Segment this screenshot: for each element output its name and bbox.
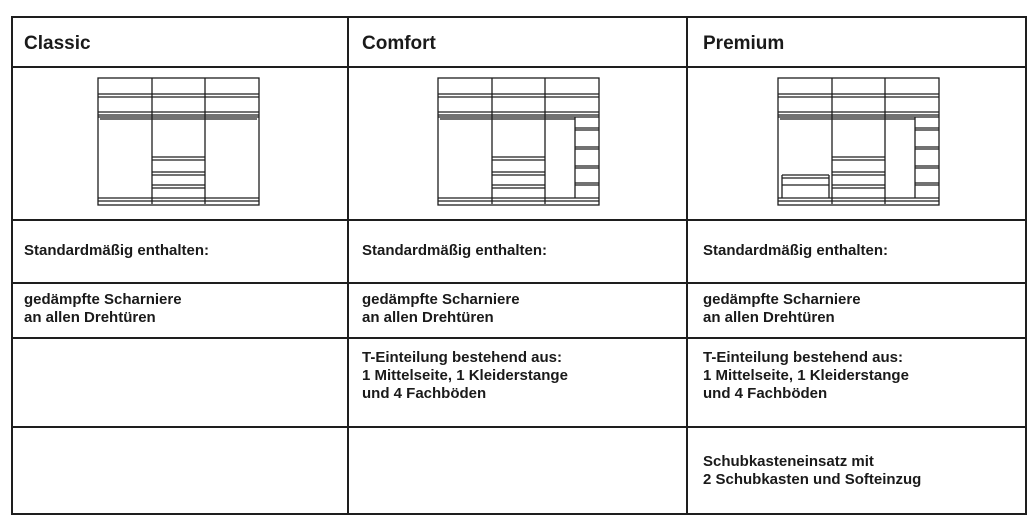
table-border-right — [1025, 16, 1027, 515]
column-divider — [686, 16, 688, 515]
standard-label-comfort: Standardmäßig enthalten: — [362, 242, 548, 259]
column-header-premium: Premium — [703, 33, 785, 54]
standard-label-classic: Standardmäßig enthalten: — [24, 242, 210, 259]
column-divider — [347, 16, 349, 515]
row-divider — [11, 66, 1027, 68]
feature-hinges-comfort: gedämpfte Scharniere an allen Drehtüren — [362, 291, 520, 326]
table-border-top — [11, 16, 1027, 18]
comparison-table — [11, 16, 1027, 515]
row-divider — [11, 219, 1027, 221]
column-header-comfort: Comfort — [362, 33, 436, 54]
feature-t-division-premium: T-Einteilung bestehend aus: 1 Mittelseite, 1 Kleiderstange und 4 Fachböden — [703, 349, 909, 402]
feature-hinges-classic: gedämpfte Scharniere an allen Drehtüren — [24, 291, 182, 326]
feature-hinges-premium: gedämpfte Scharniere an allen Drehtüren — [703, 291, 861, 326]
row-divider — [11, 426, 1027, 428]
wardrobe-premium-drawing — [777, 77, 941, 207]
table-border-left — [11, 16, 13, 515]
standard-label-premium: Standardmäßig enthalten: — [703, 242, 889, 259]
feature-t-division-comfort: T-Einteilung bestehend aus: 1 Mittelseite, 1 Kleiderstange und 4 Fachböden — [362, 349, 568, 402]
wardrobe-comfort-drawing — [437, 77, 601, 207]
feature-drawer-insert-premium: Schubkasteneinsatz mit 2 Schubkasten und Softeinzug — [703, 453, 922, 488]
column-header-classic: Classic — [24, 33, 91, 54]
wardrobe-classic-drawing — [97, 77, 261, 207]
table-border-bottom — [11, 513, 1027, 515]
row-divider — [11, 337, 1027, 339]
row-divider — [11, 282, 1027, 284]
